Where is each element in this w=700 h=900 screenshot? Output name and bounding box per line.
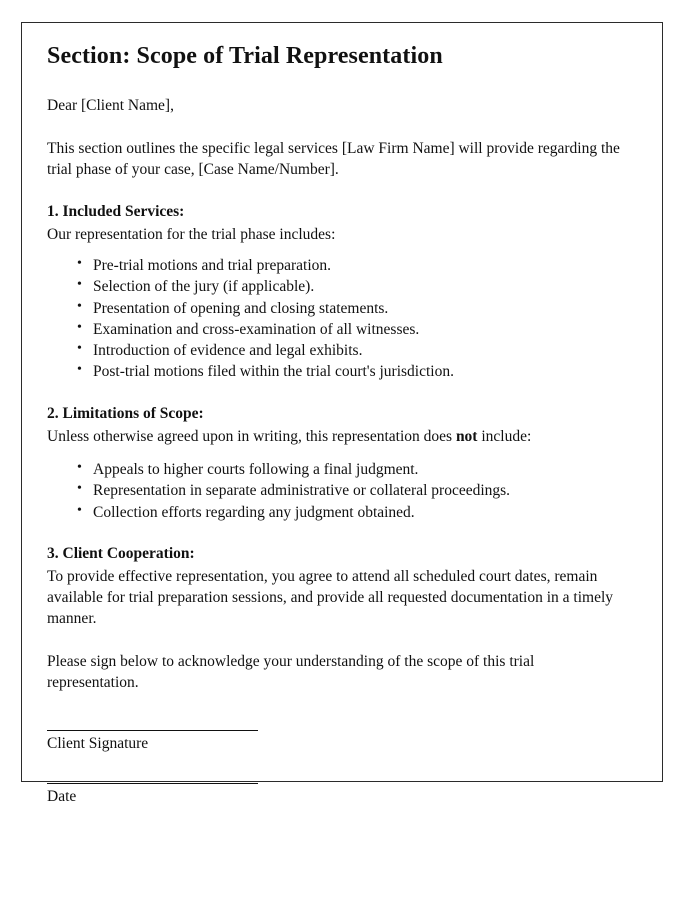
list-item: • Appeals to higher courts following a final judgment. — [93, 461, 627, 479]
date-rule[interactable] — [47, 783, 258, 784]
list-item: • Post-trial motions filed within the trial court's jurisdiction. — [93, 363, 627, 381]
section-included-services — [47, 202, 627, 382]
section-lead-included-services: Our representation for the trial phase includes: — [47, 225, 336, 243]
limitations-lead-text-end: include: — [477, 427, 532, 445]
section-limitations-of-scope — [47, 404, 627, 522]
section-heading-client-cooperation: 3. Client Cooperation: — [47, 544, 195, 562]
signature-field-client-signature[interactable] — [47, 730, 627, 754]
document-content — [47, 41, 627, 836]
list-item: • Introduction of evidence and legal exhibits. — [93, 342, 627, 360]
signature-field-date[interactable] — [47, 783, 627, 807]
included-services-list — [47, 257, 627, 382]
section-heading-limitations-of-scope: 2. Limitations of Scope: — [47, 404, 204, 422]
list-item: • Selection of the jury (if applicable). — [93, 278, 627, 296]
client-signature-rule[interactable] — [47, 730, 258, 731]
section-client-cooperation — [47, 544, 627, 630]
signature-block — [47, 730, 627, 807]
list-item: • Examination and cross-examination of all witnesses. — [93, 321, 627, 339]
list-item: • Representation in separate administrative or collateral proceedings. — [93, 482, 627, 500]
intro-paragraph: This section outlines the specific legal services [Law Firm Name] will provide regarding the trial phase of your case, [Case Name/Number]. — [47, 139, 620, 179]
client-signature-label: Client Signature — [47, 734, 149, 752]
limitations-lead-emphasis: not — [455, 427, 478, 445]
client-cooperation-body: To provide effective representation, you agree to attend all scheduled court dates, remain available for trial preparation sessions, and provide all requested documentation in a timely manner. — [47, 567, 613, 628]
document-page — [21, 22, 663, 805]
salutation-line: Dear [Client Name], — [47, 97, 174, 114]
limitations-lead-text-start: Unless otherwise agreed upon in writing, this representation does — [47, 427, 456, 445]
section-lead-limitations-of-scope — [47, 426, 627, 447]
section-heading-included-services: 1. Included Services: — [47, 202, 185, 220]
date-label: Date — [47, 787, 77, 805]
list-item: • Collection efforts regarding any judgment obtained. — [93, 504, 627, 522]
closing-paragraph: Please sign below to acknowledge your understanding of the scope of this trial representation. — [47, 652, 535, 692]
list-item: • Pre-trial motions and trial preparation. — [93, 257, 627, 275]
page-title: Section: Scope of Trial Representation — [47, 43, 443, 69]
list-item: • Presentation of opening and closing statements. — [93, 300, 627, 318]
limitations-list — [47, 461, 627, 522]
